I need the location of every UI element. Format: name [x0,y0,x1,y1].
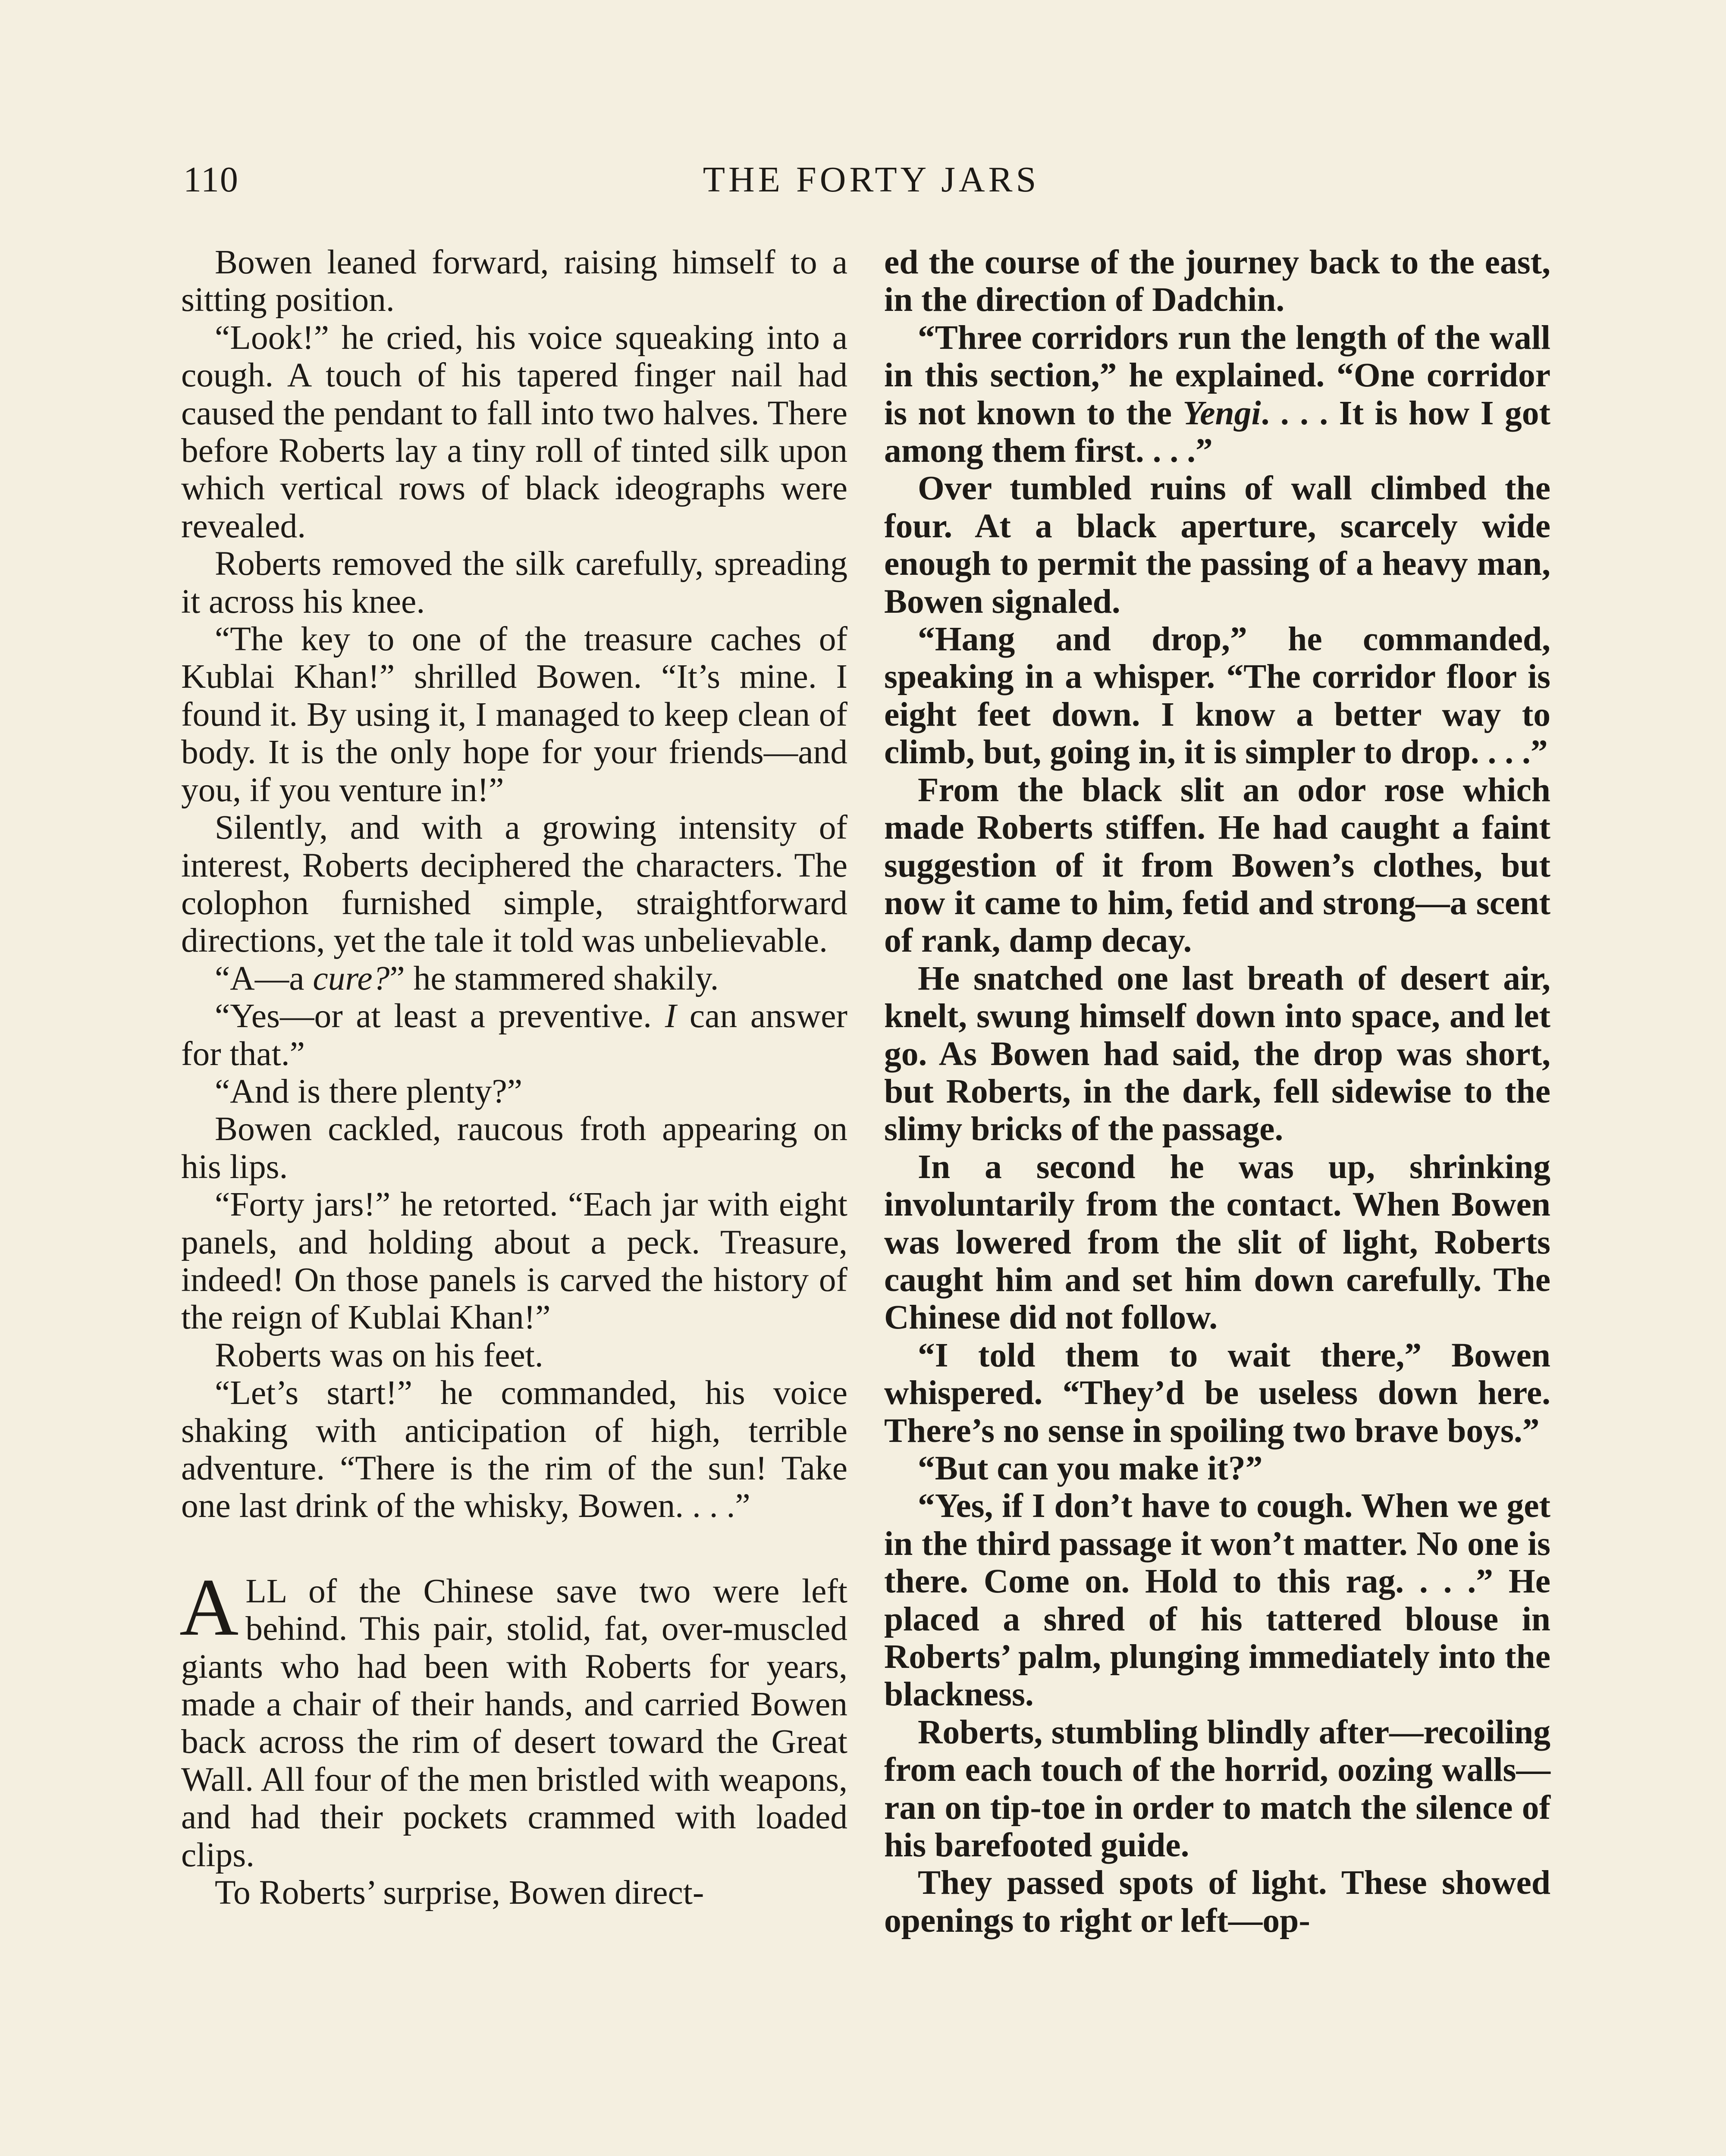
paragraph: Roberts, stumbling blindly after—recoiling from each touch of the horrid, oozing walls—ran on tip-toe in order to match the silence of his barefooted guide. [884,1713,1550,1865]
paragraph: “But can you make it?” [918,1449,1263,1487]
paragraph [181,997,847,1073]
paragraph: From the black slit an odor rose which made Roberts stiffen. He had caught a faint suggestion of it from Bowen’s clothes, but now it came to him, fetid and strong—a scent of rank, damp decay. [884,771,1550,960]
paragraph: “Let’s start!” he commanded, his voice shaking with anticipation of high, terrible adventure. “There is the rim of the sun! Take one last drink of the whisky, Bowen. . . .” [181,1374,847,1525]
paragraph: Roberts was on his feet. [215,1336,543,1374]
left-column [181,244,847,1912]
paragraph: Roberts removed the silk carefully, spreading it across his knee. [181,545,847,620]
page-number: 110 [183,160,239,200]
paragraph: To Roberts’ surprise, Bowen direct- [215,1874,704,1912]
paragraph: Silently, and with a growing intensity of interest, Roberts deciphered the characters. The colophon furnished simple, straightforward directions, yet the tale it told was unbelievable. [181,808,847,960]
paragraph [181,960,847,997]
paragraph: “Forty jars!” he retorted. “Each jar with eight panels, and holding about a peck. Treasure, indeed! On those panels is carved the history of the reign of Kublai Khan!” [181,1185,847,1337]
text-run: . . . . It is how I got among them first. . . .” [884,394,1550,470]
text-run: “A—a [215,959,313,997]
paragraph: They passed spots of light. These showed openings to right or left—op- [884,1864,1550,1940]
running-head: THE FORTY JARS [703,160,1040,200]
italic-text: Yengi [1183,394,1261,432]
paragraph: “The key to one of the treasure caches of Kublai Khan!” shrilled Bowen. “It’s mine. I found it. By using it, I managed to keep clean of body. It is the only hope for your friends—and you, if you venture in!” [181,620,847,809]
italic-text: I [665,997,677,1035]
text-run: LL of the Chinese save two were left behind. This pair, stolid, fat, over-muscled giants who had been with Roberts for years, made a chair of their hands, and carried Bowen back across the rim of desert toward the Great Wall. All four of the men bristled with weapons, and had their pockets crammed with loaded clips. [181,1572,847,1874]
drop-cap: A [179,1562,239,1653]
text-run: “Yes—or at least a preventive. [215,997,665,1035]
text-run: “Three corridors run the length of the wall in this section,” he explained. “One corridor is not known to the [884,318,1550,432]
right-column [884,244,1550,1940]
paragraph: “Yes, if I don’t have to cough. When we get in the third passage it won’t matter. No one is there. Come on. Hold to this rag. . . .” He placed a shred of his tattered blouse in Roberts’ palm, plunging immediately into the blackness. [884,1487,1550,1714]
paragraph: Bowen cackled, raucous froth appearing on his lips. [181,1110,847,1186]
paragraph: “Hang and drop,” he commanded, speaking in a whisper. “The corridor floor is eight feet down. I know a better way to climb, but, going in, it is simpler to drop. . . .” [884,620,1550,771]
paragraph: “Look!” he cried, his voice squeaking into a cough. A touch of his tapered finger nail had caused the pendant to fall into two halves. There before Roberts lay a tiny roll of tinted silk upon which vertical rows of black ideographs were revealed. [181,318,847,545]
paragraph: In a second he was up, shrinking involuntarily from the contact. When Bowen was lowered from the slit of light, Roberts caught him and set him down carefully. The Chinese did not follow. [884,1147,1550,1337]
paragraph: ed the course of the journey back to the east, in the direction of Dadchin. [884,243,1550,319]
paragraph: Over tumbled ruins of wall climbed the four. At a black aperture, scarcely wide enough to permit the passing of a heavy man, Bowen signaled. [884,469,1550,620]
text-run: can answer for that.” [181,997,848,1073]
text-run: ” he stammered shakily. [389,959,719,997]
paragraph: “And is there plenty?” [215,1072,523,1110]
section-opening-paragraph [179,1562,847,1874]
paragraph: He snatched one last breath of desert air, knelt, swung himself down into space, and let go. As Bowen had said, the drop was short, but Roberts, in the dark, fell sidewise to the slimy bricks of the passage. [884,959,1550,1148]
paragraph: “I told them to wait there,” Bowen whispered. “They’d be useless down here. There’s no sense in spoiling two brave boys.” [884,1336,1550,1450]
paragraph: Bowen leaned forward, raising himself to a sitting position. [181,243,847,319]
paragraph [884,319,1550,470]
italic-text: cure? [313,959,390,997]
